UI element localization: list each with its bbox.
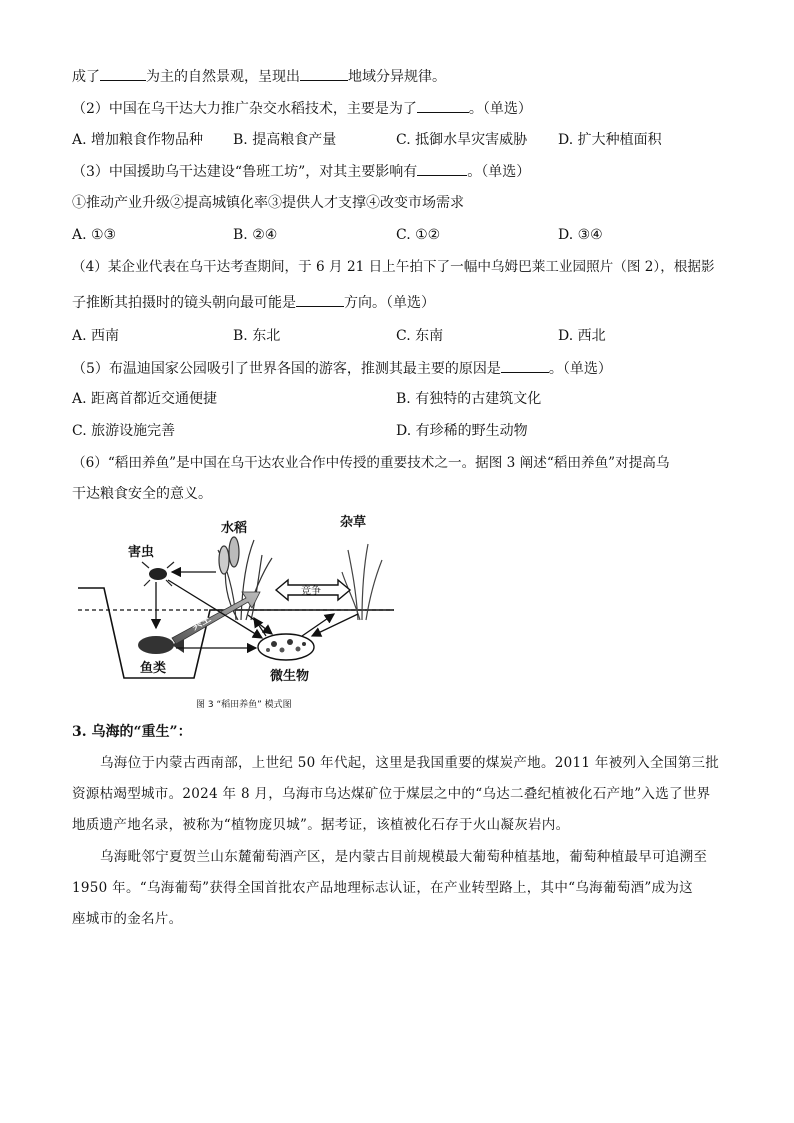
q5-option-c[interactable]: C. 旅游设施完善: [72, 423, 176, 439]
section3-p2-line2: 1950 年。“乌海葡萄”获得全国首批农产品地理标志认证，在产业转型路上，其中“乌海葡萄酒”成为这: [72, 880, 693, 896]
q2-option-a[interactable]: A. 增加粮食作物品种: [72, 132, 204, 148]
answer-blank[interactable]: [501, 358, 549, 373]
section3-title: 3. 乌海的“重生”：: [72, 724, 192, 740]
q3-option-b[interactable]: B. ②④: [233, 227, 278, 243]
text: 。（单选）: [468, 101, 532, 117]
section3-p1-line1: 乌海位于内蒙古西南部，上世纪 50 年代起，这里是我国重要的煤炭产地。2011 年被列入全国第三批: [100, 755, 720, 771]
text: 成了: [72, 69, 100, 85]
answer-blank[interactable]: [417, 98, 469, 113]
weed-icon: [342, 544, 382, 620]
section3-p2-line3: 座城市的金名片。: [72, 911, 183, 927]
label-compete: 竞争: [301, 586, 321, 597]
arrow-pest-to-microbe: [168, 580, 262, 638]
q6-stem-line2: 干达粮食安全的意义。: [72, 486, 212, 502]
diagram-svg: [76, 510, 396, 700]
text: 子推断其拍摄时的镜头朝向最可能是: [72, 295, 296, 311]
text: 为主的自然景观，呈现出: [146, 69, 300, 85]
q2-option-b[interactable]: B. 提高粮食产量: [233, 132, 337, 148]
q4-option-a[interactable]: A. 西南: [72, 328, 120, 344]
label-symbiosis: 共生: [190, 613, 213, 633]
q3-stem: [72, 161, 530, 182]
field-outline: [78, 588, 394, 678]
text: （5）布温迪国家公园吸引了世界各国的游客，推测其最主要的原因是: [72, 361, 501, 377]
label-fish: 鱼类: [140, 661, 167, 676]
text: 。（单选）: [548, 361, 612, 377]
microbe-icon: [258, 634, 314, 660]
figure-rice-fish-diagram: [76, 510, 396, 715]
q3-option-c[interactable]: C. ①②: [396, 227, 441, 243]
label-rice: 水稻: [221, 521, 248, 536]
q4-option-d[interactable]: D. 西北: [558, 328, 606, 344]
text: 。（单选）: [467, 164, 531, 180]
q5-option-d[interactable]: D. 有珍稀的野生动物: [396, 423, 528, 439]
q2-option-d[interactable]: D. 扩大种植面积: [558, 132, 662, 148]
q6-stem-line1: （6）“稻田养鱼”是中国在乌干达农业合作中传授的重要技术之一。据图 3 阐述“稻田养鱼”对提高乌: [72, 455, 670, 471]
answer-blank[interactable]: [296, 292, 344, 307]
text: （2）中国在乌干达大力推广杂交水稻技术，主要是为了: [72, 101, 417, 117]
q2-stem: [72, 98, 532, 119]
q5-option-b[interactable]: B. 有独特的古建筑文化: [396, 391, 542, 407]
answer-blank[interactable]: [300, 66, 348, 81]
section3-p2-line1: 乌海毗邻宁夏贺兰山东麓葡萄酒产区，是内蒙古目前规模最大葡萄种植基地，葡萄种植最早可追溯至: [100, 849, 708, 865]
q3-option-d[interactable]: D. ③④: [558, 227, 603, 243]
q4-stem-line1: （4）某企业代表在乌干达考查期间，于 6 月 21 日上午拍下了一幅中乌姆巴莱工业园照片（图 2），根据影: [72, 259, 715, 275]
section3-p1-line2: 资源枯竭型城市。2024 年 8 月，乌海市乌达煤矿位于煤层之中的“乌达二叠纪植被化石产地”入选了世界: [72, 786, 711, 802]
text: （3）中国援助乌干达建设“鲁班工坊”，对其主要影响有: [72, 164, 418, 180]
q5-option-a[interactable]: A. 距离首都近交通便捷: [72, 391, 218, 407]
q2-option-c[interactable]: C. 抵御水旱灾害威胁: [396, 132, 528, 148]
label-microbe: 微生物: [270, 669, 310, 684]
section3-p1-line3: 地质遗产地名录，被称为“植物庞贝城”。据考证，该植被化石存于火山凝灰岩内。: [72, 817, 570, 833]
pest-icon: [142, 562, 174, 586]
text: 地域分异规律。: [348, 69, 446, 85]
label-weed: 杂草: [340, 515, 367, 530]
label-pest: 害虫: [128, 545, 155, 560]
figure-caption: 图 3 “稻田养鱼” 模式图: [196, 700, 292, 710]
q3-items: ①推动产业升级②提高城镇化率③提供人才支撑④改变市场需求: [72, 195, 464, 211]
answer-blank[interactable]: [417, 161, 467, 176]
text: 方向。（单选）: [344, 295, 435, 311]
q4-option-b[interactable]: B. 东北: [233, 328, 281, 344]
q3-option-a[interactable]: A. ①③: [72, 227, 117, 243]
q4-option-c[interactable]: C. 东南: [396, 328, 444, 344]
rice-plant-icon: [218, 537, 272, 620]
q4-stem-line2: [72, 292, 435, 313]
answer-blank[interactable]: [100, 66, 146, 81]
q5-stem: [72, 358, 612, 379]
q1-tail: [72, 66, 446, 87]
